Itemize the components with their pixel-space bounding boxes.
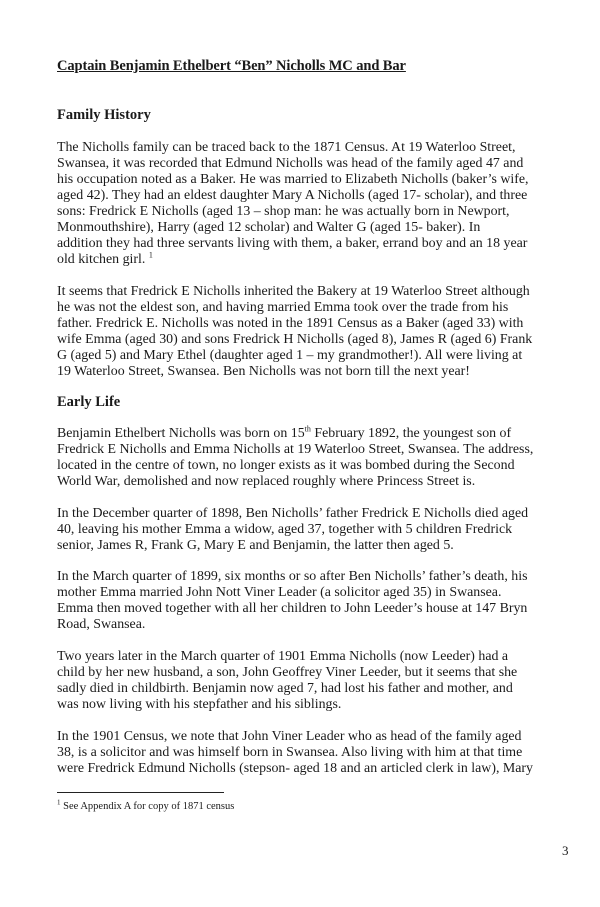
footnote-divider — [57, 792, 224, 793]
text-line: Monmouthshire), Harry (aged 12 scholar) and Walter G (aged 15- baker). In — [57, 220, 481, 235]
text-line: 38, is a solicitor and was himself born in Swansea. Also living with him at that time — [57, 745, 523, 760]
text-line: G (aged 5) and Mary Ethel (daughter aged 1 – my grandmother!). All were living at — [57, 348, 523, 363]
paragraph-family-2 — [57, 284, 547, 380]
text-line: his occupation noted as a Baker. He was married to Elizabeth Nicholls (baker’s wife, — [57, 172, 529, 187]
text-line: mother Emma married John Nott Viner Leader (a solicitor aged 35) in Swansea. — [57, 585, 502, 600]
paragraph-early-4 — [57, 649, 547, 713]
paragraph-early-3 — [57, 569, 547, 633]
text-line: wife Emma (aged 30) and sons Fredrick H Nicholls (aged 8), James R (aged 6) Frank — [57, 332, 533, 347]
page-number: 3 — [562, 843, 569, 858]
text-line: addition they had three servants living with them, a baker, errand boy and an 18 year — [57, 236, 528, 251]
paragraph-early-5 — [57, 729, 547, 777]
text-line: In the 1901 Census, we note that John Viner Leader who as head of the family aged — [57, 729, 522, 744]
text-fragment: Benjamin Ethelbert Nicholls was born on 15 — [57, 426, 305, 441]
text-line: The Nicholls family can be traced back to the 1871 Census. At 19 Waterloo Street, — [57, 140, 516, 155]
text-line: Road, Swansea. — [57, 617, 146, 632]
paragraph-early-2 — [57, 506, 547, 554]
text-line: aged 42). They had an eldest daughter Mary A Nicholls (aged 17- scholar), and three — [57, 188, 528, 203]
text-line — [57, 426, 547, 442]
footnote-number: 1 — [57, 798, 61, 807]
text-line: senior, James R, Frank G, Mary E and Benjamin, the latter then aged 5. — [57, 538, 454, 553]
section-heading-early-life: Early Life — [57, 394, 121, 410]
text-line: Fredrick E Nicholls and Emma Nicholls at 19 Waterloo Street, Swansea. The address, — [57, 442, 534, 457]
text-line: he was not the eldest son, and having married Emma took over the trade from his — [57, 300, 509, 315]
text-line: 19 Waterloo Street, Swansea. Ben Nicholls was not born till the next year! — [57, 364, 470, 379]
text-line: father. Fredrick E. Nicholls was noted in the 1891 Census as a Baker (aged 33) with — [57, 316, 524, 331]
footnote-text: See Appendix A for copy of 1871 census — [60, 801, 235, 812]
text-line: located in the centre of town, no longer exists as it was bombed during the Second — [57, 458, 515, 473]
footnote — [57, 798, 235, 812]
text-line: Two years later in the March quarter of 1901 Emma Nicholls (now Leeder) had a — [57, 649, 509, 664]
paragraph-early-1 — [57, 426, 547, 490]
text-line: In the March quarter of 1899, six months or so after Ben Nicholls’ father’s death, his — [57, 569, 528, 584]
text-line: was now living with his stepfather and his siblings. — [57, 697, 342, 712]
text-line: Swansea, it was recorded that Edmund Nicholls was head of the family aged 47 and — [57, 156, 524, 171]
document-title: Captain Benjamin Ethelbert “Ben” Nicholls MC and Bar — [57, 58, 406, 74]
text-line: World War, demolished and now replaced roughly where Princess Street is. — [57, 474, 476, 489]
section-heading-family-history: Family History — [57, 107, 151, 123]
text-line: 40, leaving his mother Emma a widow, aged 37, together with 5 children Fredrick — [57, 522, 513, 537]
text-line: In the December quarter of 1898, Ben Nicholls’ father Fredrick E Nicholls died aged — [57, 506, 529, 521]
text-line: Emma then moved together with all her children to John Leeder’s house at 147 Bryn — [57, 601, 528, 616]
text-line: It seems that Fredrick E Nicholls inherited the Bakery at 19 Waterloo Street although — [57, 284, 530, 299]
text-fragment: old kitchen girl. — [57, 252, 149, 267]
text-fragment: February 1892, the youngest son of — [310, 426, 512, 441]
paragraph-family-1 — [57, 140, 547, 268]
text-line: child by her new husband, a son, John Geoffrey Viner Leeder, but it seems that she — [57, 665, 518, 680]
text-line: sons: Fredrick E Nicholls (aged 13 – shop man: he was actually born in Newport, — [57, 204, 510, 219]
text-line: sadly died in childbirth. Benjamin now aged 7, had lost his father and mother, and — [57, 681, 513, 696]
footnote-reference[interactable]: 1 — [148, 250, 153, 260]
ordinal-suffix: th — [304, 424, 311, 434]
text-line — [57, 252, 547, 268]
text-line: were Fredrick Edmund Nicholls (stepson- aged 18 and an articled clerk in law), Mary — [57, 761, 533, 776]
